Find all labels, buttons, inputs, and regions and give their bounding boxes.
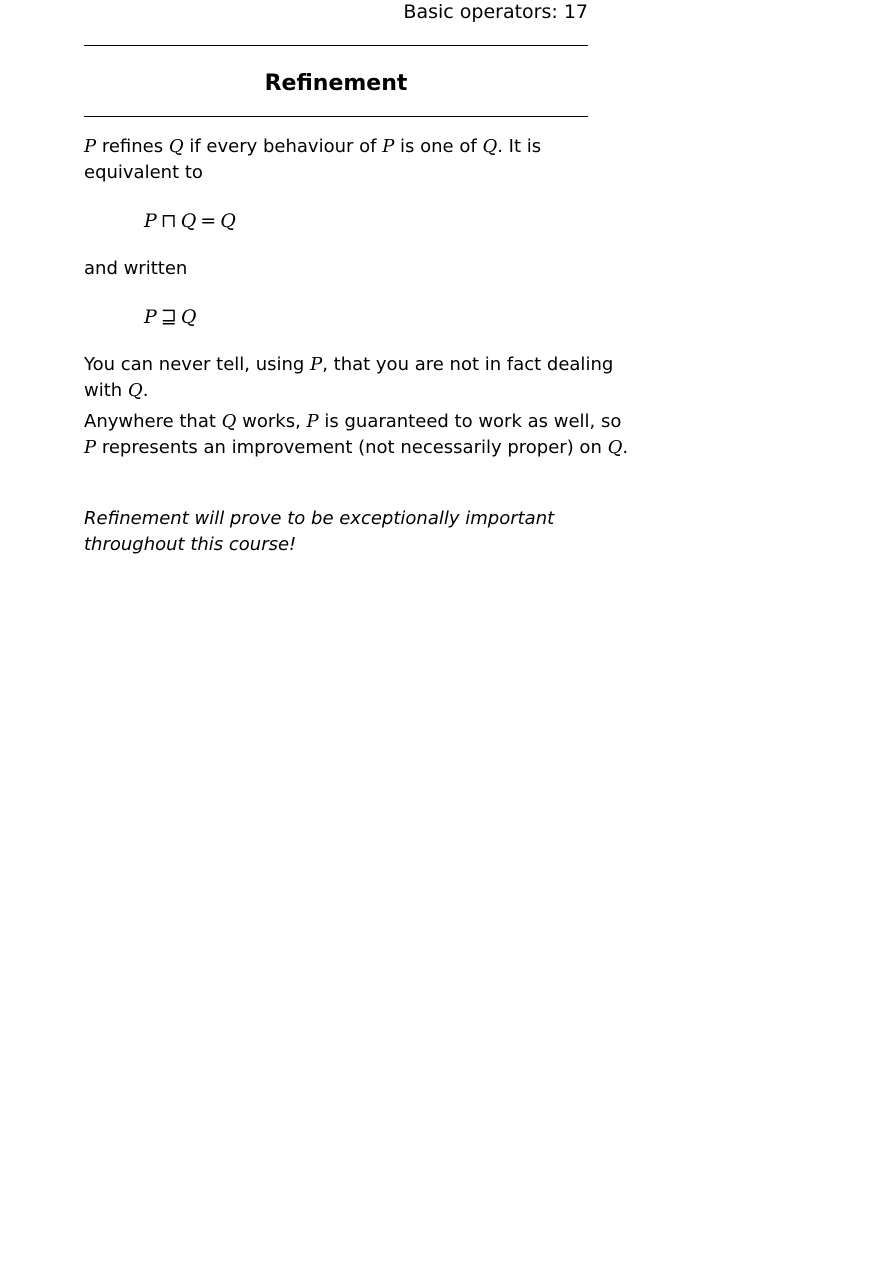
paragraph-text: Anywhere that: [84, 411, 222, 432]
paragraph-and-written: and written: [84, 258, 188, 279]
meet-symbol: ⊓: [160, 210, 177, 232]
title-rule-bottom: [84, 116, 588, 117]
math-var-p: P: [306, 411, 319, 432]
math-var-q: Q: [220, 210, 236, 232]
closing-remark: [84, 506, 588, 558]
paragraph-text: represents an improvement (not necessarily proper) on: [96, 437, 608, 458]
paragraph-text: if every behaviour of: [183, 136, 383, 157]
formula-refines: [144, 304, 196, 330]
paragraph-refines-definition: [84, 134, 588, 186]
paragraph-text: works,: [236, 411, 307, 432]
paragraph-text: . It is: [497, 136, 542, 157]
closing-line: throughout this course!: [84, 534, 297, 555]
refines-symbol: ⊒: [160, 306, 177, 328]
math-var-p: P: [310, 354, 323, 375]
paragraph-line: [84, 134, 588, 160]
paragraph-text: , that you are not in fact dealing: [322, 354, 614, 375]
math-var-p: P: [382, 136, 395, 157]
math-var-q: Q: [221, 411, 237, 432]
equals-symbol: =: [200, 210, 217, 232]
math-var-q: Q: [482, 136, 498, 157]
math-var-p: P: [84, 136, 97, 157]
paragraph-text: .: [142, 380, 149, 401]
math-var-q: Q: [127, 380, 143, 401]
paragraph-never-tell: [84, 352, 614, 404]
paragraph-line: [84, 409, 622, 435]
paragraph-text: is guaranteed to work as well, so: [318, 411, 622, 432]
paragraph-text: with: [84, 380, 128, 401]
math-var-q: Q: [607, 437, 623, 458]
paragraph-improvement: [84, 409, 629, 461]
paragraph-line: equivalent to: [84, 162, 203, 183]
paragraph-text: refines: [96, 136, 169, 157]
math-var-q: Q: [168, 136, 184, 157]
title-rule-top: [84, 45, 588, 46]
paragraph-line: [84, 352, 614, 378]
formula-meet-equals: [144, 208, 236, 234]
paragraph-text: .: [622, 437, 629, 458]
math-var-q: Q: [180, 210, 197, 232]
math-var-p: P: [144, 306, 157, 328]
math-var-p: P: [84, 437, 97, 458]
running-head: Basic operators: 17: [403, 1, 588, 23]
paragraph-text: is one of: [394, 136, 483, 157]
math-var-q: Q: [180, 306, 197, 328]
paragraph-line: [84, 435, 629, 461]
math-var-p: P: [144, 210, 157, 232]
slide-title: Refinement: [264, 71, 408, 96]
paragraph-text: You can never tell, using: [84, 354, 311, 375]
paragraph-line: [84, 378, 588, 404]
closing-line: Refinement will prove to be exceptionally important: [84, 508, 555, 529]
